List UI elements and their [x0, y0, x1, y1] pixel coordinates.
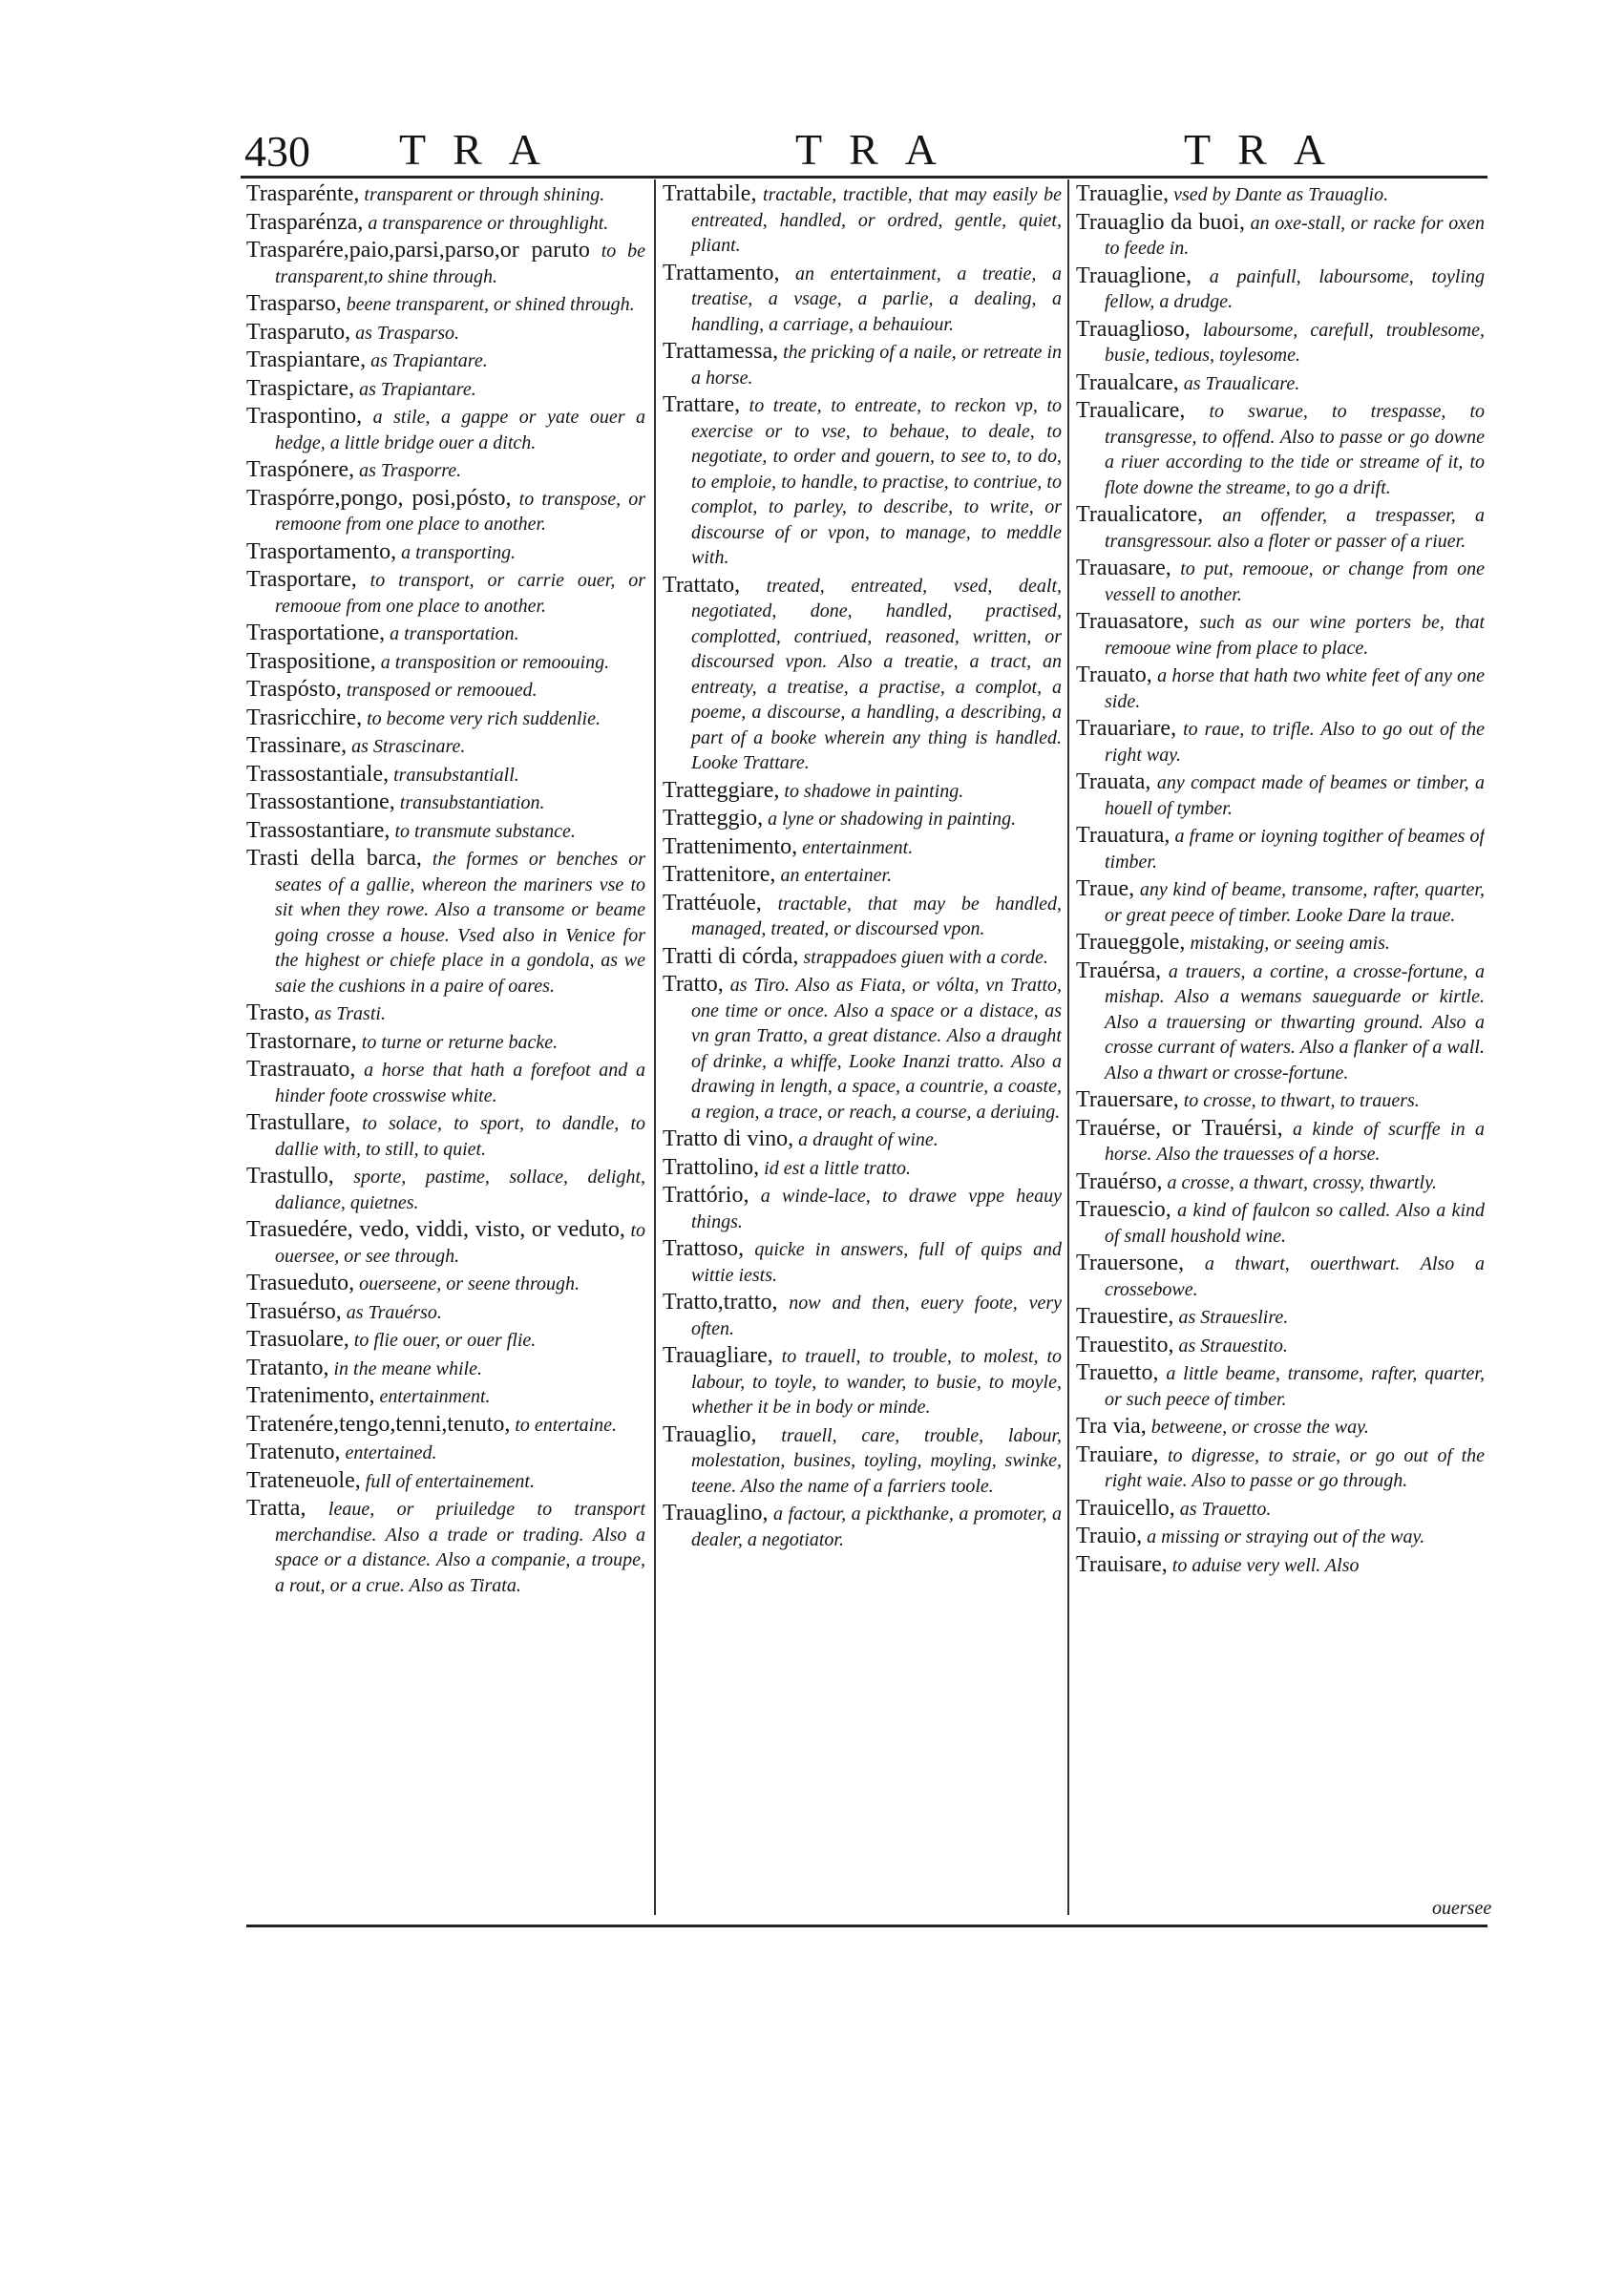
entry-headword: Trasportare, [246, 567, 357, 592]
entry-definition: a lyne or shadowing in painting. [768, 809, 1017, 830]
entry-definition: as Traualicare. [1183, 372, 1300, 394]
dictionary-entry [1076, 930, 1485, 957]
entry-headword: Trattenimento, [663, 833, 798, 859]
dictionary-entry [1076, 663, 1485, 714]
entry-headword: Trassostantiare, [246, 817, 390, 843]
entry-headword: Trassinare, [246, 733, 348, 758]
dictionary-entry [246, 762, 645, 789]
entry-headword: Trauata, [1076, 769, 1151, 794]
entry-definition: as Strauestito. [1178, 1335, 1288, 1357]
dictionary-entry [1076, 1442, 1485, 1494]
dictionary-entry [246, 1110, 645, 1162]
entry-headword: Trassostantiale, [246, 761, 390, 787]
page-number: 430 [244, 127, 310, 176]
dictionary-entry [246, 181, 645, 208]
entry-definition: id est a little tratto. [764, 1157, 912, 1179]
dictionary-entry [246, 1440, 645, 1466]
dictionary-entry [663, 1155, 1062, 1182]
entry-headword: Trattamessa, [663, 339, 779, 364]
entry-definition: leaue, or priuiledge to transport merchandise. Also a trade or trading. Also a space or a distance. Also a companie, a troupe, a rout, or a crue. Also as Tirata. [275, 1499, 645, 1596]
entry-headword: Trasti della barca, [246, 846, 422, 871]
entry-headword: Trauestire, [1076, 1304, 1174, 1329]
entry-headword: Trasparénte, [246, 181, 360, 206]
entry-definition: to raue, to trifle. Also to go out of the right way. [1105, 719, 1485, 766]
entry-headword: Trauetto, [1076, 1360, 1159, 1385]
entry-definition: a frame or ioyning togither of beames of timber. [1105, 826, 1485, 873]
dictionary-entry [1076, 1524, 1485, 1550]
entry-headword: Trauio, [1076, 1524, 1143, 1548]
entry-headword: Trattare, [663, 392, 741, 417]
entry-headword: Trasportamento, [246, 538, 397, 564]
entry-headword: Tratti di córda, [663, 943, 799, 969]
entry-headword: Tratanto, [246, 1355, 329, 1380]
dictionary-entry [246, 210, 645, 237]
entry-headword: Trauersare, [1076, 1087, 1179, 1112]
column-middle [663, 181, 1062, 1919]
entry-headword: Trasparénza, [246, 209, 364, 235]
entry-headword: Trasparuto, [246, 319, 351, 345]
entry-definition: as Trapiantare. [370, 350, 488, 371]
dictionary-entry [246, 1029, 645, 1056]
entry-definition: a horse that hath a forefoot and a hinder foote crosswise white. [275, 1060, 645, 1106]
entry-headword: Trauaglio da buoi, [1076, 209, 1246, 235]
entry-definition: as Trapiantare. [359, 378, 476, 400]
entry-headword: Trauérse, or Trauérsi, [1076, 1115, 1283, 1141]
entry-definition: to shadowe in painting. [784, 780, 964, 802]
entry-definition: a factour, a pickthanke, a promoter, a dealer, a negotiator. [691, 1504, 1062, 1550]
entry-definition: laboursome, carefull, troublesome, busie, tedious, toylesome. [1105, 319, 1485, 366]
entry-headword: Trauaglie, [1076, 181, 1170, 206]
entry-headword: Trauaglio, [663, 1421, 757, 1447]
entry-headword: Trattamento, [663, 260, 780, 285]
dictionary-entry [663, 862, 1062, 889]
entry-definition: to be transparent,to shine through. [275, 241, 645, 287]
dictionary-entry [663, 778, 1062, 805]
entry-definition: to solace, to sport, to dandle, to dallie with, to still, to quiet. [275, 1113, 645, 1160]
dictionary-entry [663, 972, 1062, 1125]
dictionary-entry [663, 1126, 1062, 1153]
entry-headword: Traspósto, [246, 677, 342, 702]
dictionary-entry [1076, 1552, 1485, 1579]
entry-definition: any kind of beame, transome, rafter, quarter, or great peece of timber. Looke Dare la traue. [1105, 879, 1485, 926]
entry-definition: to turne or returne backe. [361, 1031, 559, 1053]
entry-headword: Trauiare, [1076, 1441, 1159, 1467]
entry-definition: in the meane while. [333, 1357, 482, 1379]
entry-definition: as Trasparso. [355, 322, 460, 344]
dictionary-entry [1076, 502, 1485, 554]
entry-headword: Trattoso, [663, 1236, 745, 1261]
column-divider [654, 179, 656, 1915]
dictionary-entry [1076, 1414, 1485, 1441]
entry-headword: Trattabile, [663, 181, 757, 206]
entry-definition: to become very rich suddenlie. [367, 707, 601, 729]
entry-definition: treated, entreated, vsed, dealt, negotiated, done, handled, practised, complotted, contriued, reasoned, written, or discoursed vpon. Also a treatie, a tract, an entreaty, a treatise, a practise, a complot, a poeme, a discourse, a handling, a describing, a part of a booke wherein any thing is handled. Looke Trattare. [691, 575, 1062, 773]
dictionary-entry [1076, 370, 1485, 397]
entry-headword: Tratto di vino, [663, 1126, 794, 1151]
page-header [237, 124, 1487, 177]
dictionary-entry [663, 1236, 1062, 1288]
dictionary-entry [246, 1383, 645, 1410]
entry-headword: Trauato, [1076, 663, 1152, 687]
entry-definition: as Trauérso. [346, 1301, 442, 1323]
entry-headword: Trattolino, [663, 1154, 760, 1180]
dictionary-entry [246, 539, 645, 566]
entry-definition: as Tiro. Also as Fiata, or vólta, vn Tratto, one time or once. Also a space or a distace, as vn gran Tratto, a great distance. Also a draught of drinke, a whiffe, Looke Inanzi tratto. Also a drawing in length, a space, a countrie, a coaste, a region, a trace, or reach, a course, a deriuing. [691, 975, 1062, 1123]
entry-headword: Trastrauato, [246, 1057, 356, 1082]
entry-definition: to transport, or carrie ouer, or remooue from one place to another. [275, 570, 645, 617]
dictionary-entry [1076, 1360, 1485, 1412]
entry-headword: Tratenuto, [246, 1440, 341, 1464]
dictionary-entry [1076, 823, 1485, 874]
entry-definition: to trauell, to trouble, to molest, to labour, to toyle, to wander, to busie, to moyle, whether it be in body or minde. [691, 1346, 1062, 1418]
dictionary-entry [1076, 1169, 1485, 1196]
entry-definition: as Trauetto. [1179, 1498, 1272, 1520]
entry-headword: Trasueduto, [246, 1271, 355, 1295]
entry-definition: any compact made of beames or timber, a houell of tymber. [1105, 772, 1485, 819]
entry-headword: Tratenimento, [246, 1383, 375, 1408]
entry-headword: Trasuedére, vedo, viddi, visto, or veduto, [246, 1217, 625, 1242]
entry-headword: Trauagliare, [663, 1343, 773, 1368]
entry-definition: a transparence or throughlight. [368, 212, 609, 234]
dictionary-entry [663, 1343, 1062, 1420]
entry-definition: a stile, a gappe or yate ouer a hedge, a little bridge ouer a ditch. [275, 407, 645, 453]
running-head-center: TRA [795, 125, 963, 174]
entry-definition: an oxe-stall, or racke for oxen to feede in. [1105, 212, 1485, 259]
entry-definition: the formes or benches or seates of a gallie, whereon the mariners vse to sit when they rowe. Also a transome or beame going crosse a house. Vsed also in Venice for the highest or chiefe place in a gondola, as we saie the cushions in a paire of oares. [275, 849, 645, 997]
entry-headword: Tra via, [1076, 1414, 1147, 1439]
catchword: ouersee [1432, 1898, 1492, 1919]
entry-definition: a thwart, ouerthwart. Also a crossebowe. [1105, 1253, 1485, 1300]
dictionary-entry [1076, 210, 1485, 262]
entry-definition: to crosse, to thwart, to trauers. [1183, 1090, 1420, 1111]
entry-headword: Trauisare, [1076, 1551, 1168, 1577]
entry-definition: as Strascinare. [351, 736, 466, 757]
entry-headword: Traue, [1076, 876, 1135, 901]
entry-definition: a kinde of scurffe in a horse. Also the trauesses of a horse. [1105, 1118, 1485, 1165]
entry-definition: as Straueslire. [1178, 1307, 1289, 1328]
entry-headword: Traspositione, [246, 648, 376, 674]
entry-definition: a kind of faulcon so called. Also a kind of small houshold wine. [1105, 1200, 1485, 1247]
dictionary-entry [246, 376, 645, 403]
dictionary-entry [246, 1057, 645, 1108]
entry-headword: Trattéuole, [663, 890, 762, 915]
entry-definition: a draught of wine. [798, 1129, 939, 1150]
dictionary-entry [1076, 716, 1485, 768]
entry-headword: Trauasatore, [1076, 609, 1190, 634]
entry-headword: Traualicatore, [1076, 502, 1204, 527]
entry-definition: entertained. [345, 1442, 437, 1463]
entry-definition: now and then, euery foote, very often. [691, 1293, 1062, 1339]
dictionary-entry [246, 789, 645, 816]
dictionary-entry [663, 1183, 1062, 1234]
dictionary-entry [663, 181, 1062, 259]
entry-definition: entertainment. [379, 1386, 491, 1407]
column-right [1076, 181, 1485, 1919]
entry-definition: a painfull, laboursome, toyling fellow, a drudge. [1105, 265, 1485, 312]
dictionary-entry [246, 486, 645, 537]
dictionary-entry [1076, 263, 1485, 315]
entry-definition: transubstantiation. [399, 792, 545, 813]
dictionary-entry [246, 1271, 645, 1297]
dictionary-entry [663, 261, 1062, 338]
dictionary-entry [663, 891, 1062, 942]
entry-definition: tractable, tractible, that may easily be entreated, handled, or ordred, gentle, quiet, pliant. [691, 184, 1062, 256]
entry-headword: Trasparére,paio,parsi,parso,or paruto [246, 238, 590, 263]
footer-rule [246, 1925, 1487, 1927]
dictionary-entry [663, 339, 1062, 390]
dictionary-entry [1076, 398, 1485, 500]
entry-definition: a missing or straying out of the way. [1147, 1526, 1425, 1547]
dictionary-entry [246, 404, 645, 455]
entry-headword: Tratto, [663, 972, 724, 997]
entry-headword: Trauescio, [1076, 1197, 1171, 1222]
entry-headword: Trassostantione, [246, 789, 395, 814]
entry-headword: Trastornare, [246, 1028, 357, 1054]
entry-headword: Tratto,tratto, [663, 1290, 778, 1315]
entry-headword: Trauatura, [1076, 823, 1171, 848]
dictionary-entry [1076, 769, 1485, 821]
entry-headword: Traspórre,pongo, posi,pósto, [246, 485, 512, 511]
entry-headword: Traueggole, [1076, 930, 1186, 955]
entry-headword: Trasricchire, [246, 705, 363, 730]
entry-definition: a crosse, a thwart, crossy, thwartly. [1167, 1171, 1437, 1193]
entry-headword: Trauérso, [1076, 1168, 1163, 1194]
entry-definition: full of entertainement. [365, 1470, 535, 1492]
entry-headword: Trauaglioso, [1076, 316, 1191, 342]
column-left [246, 181, 645, 1919]
dictionary-entry [1076, 1333, 1485, 1359]
entry-definition: transubstantiall. [393, 764, 519, 786]
entry-definition: a trauers, a cortine, a crosse-fortune, a mishap. Also a wemans saueguarde or kirtle. Also a trauersing or thwarting ground. Also a crosse currant of waters. Also a flanker of a wall. Also a thwart or crosse-fortune. [1105, 960, 1485, 1083]
dictionary-entry [1076, 1197, 1485, 1249]
dictionary-entry [246, 1468, 645, 1495]
running-head-right: TRA [1184, 125, 1352, 174]
entry-definition: entertainment. [802, 836, 914, 858]
entry-definition: strappadoes giuen with a corde. [803, 946, 1048, 968]
entry-definition: to transpose, or remoone from one place to another. [275, 488, 645, 535]
dictionary-entry [663, 1290, 1062, 1341]
dictionary-entry [246, 1356, 645, 1382]
entry-definition: an entertainment, a treatie, a treatise, a vsage, a parlie, a dealing, a handling, a carriage, a behauiour. [691, 263, 1062, 335]
entry-definition: an entertainer. [780, 865, 893, 886]
dictionary-entry [1076, 1251, 1485, 1302]
entry-headword: Traspontino, [246, 404, 363, 429]
entry-headword: Trateneuole, [246, 1467, 361, 1493]
dictionary-entry [663, 1422, 1062, 1500]
dictionary-entry [246, 567, 645, 619]
running-head-left: TRA [399, 125, 567, 174]
dictionary-entry [246, 320, 645, 347]
dictionary-entry [1076, 317, 1485, 368]
dictionary-entry [1076, 1496, 1485, 1523]
entry-definition: betweene, or crosse the way. [1150, 1417, 1369, 1438]
entry-definition: to put, remooue, or change from one vessell to another. [1105, 558, 1485, 605]
entry-headword: Tratenére,tengo,tenni,tenuto, [246, 1411, 511, 1437]
dictionary-entry [246, 1412, 645, 1439]
dictionary-entry [663, 834, 1062, 861]
dictionary-entry [246, 705, 645, 732]
dictionary-entry [246, 1000, 645, 1027]
dictionary-entry [246, 347, 645, 374]
dictionary-entry [1076, 181, 1485, 208]
dictionary-entry [1076, 1087, 1485, 1114]
entry-headword: Trasuérso, [246, 1298, 342, 1324]
entry-definition: sporte, pastime, sollace, delight, daliance, quietnes. [275, 1167, 645, 1213]
dictionary-entry [1076, 1116, 1485, 1168]
dictionary-entry [663, 944, 1062, 971]
entry-headword: Trattato, [663, 572, 741, 598]
entry-headword: Trauasare, [1076, 556, 1171, 580]
dictionary-entry [1076, 1304, 1485, 1331]
entry-definition: a transposition or remoouing. [380, 651, 610, 673]
entry-definition: as Trasti. [314, 1003, 386, 1024]
dictionary-entry [246, 818, 645, 845]
entry-definition: a transporting. [401, 541, 517, 563]
dictionary-entry [1076, 609, 1485, 661]
entry-headword: Trattório, [663, 1183, 749, 1208]
dictionary-entry [663, 392, 1062, 571]
entry-definition: ouerseene, or seene through. [359, 1273, 580, 1294]
entry-headword: Trastullo, [246, 1164, 334, 1189]
column-divider [1067, 179, 1069, 1915]
entry-headword: Trauaglino, [663, 1501, 769, 1525]
entry-definition: transposed or remooued. [346, 680, 538, 701]
entry-definition: a horse that hath two white feet of any one side. [1105, 665, 1485, 712]
dictionary-entry [246, 733, 645, 760]
dictionary-entry [246, 1327, 645, 1354]
entry-headword: Trasto, [246, 1000, 310, 1025]
dictionary-entry [246, 621, 645, 647]
entry-headword: Trauersone, [1076, 1251, 1185, 1275]
entry-definition: vsed by Dante as Trauaglio. [1173, 184, 1389, 205]
entry-definition: trauell, care, trouble, labour, molestation, busines, toyling, moyling, swinke, teene. Also the name of a farriers toole. [691, 1424, 1062, 1497]
dictionary-entry [246, 238, 645, 289]
entry-headword: Trasparso, [246, 291, 342, 316]
header-rule [241, 176, 1487, 179]
dictionary-entry [663, 573, 1062, 776]
entry-headword: Trattenitore, [663, 862, 776, 887]
entry-definition: transparent or through shining. [364, 184, 605, 205]
entry-headword: Trasuolare, [246, 1327, 349, 1352]
entry-definition: to flie ouer, or ouer flie. [353, 1330, 537, 1351]
entry-headword: Traspiantare, [246, 347, 367, 372]
entry-headword: Trauicello, [1076, 1495, 1175, 1521]
dictionary-entry [246, 846, 645, 999]
entry-definition: tractable, that may be handled, managed, treated, or discoursed vpon. [691, 893, 1062, 939]
entry-definition: to digresse, to straie, or go out of the right waie. Also to passe or go through. [1105, 1444, 1485, 1491]
dictionary-entry [246, 1299, 645, 1326]
entry-definition: to entertaine. [515, 1414, 618, 1436]
dictionary-entry [663, 806, 1062, 832]
entry-definition: to treate, to entreate, to reckon vp, to exercise or to vse, to behaue, to deale, to negotiate, to order and gouern, to see to, to do, to emploie, to handle, to practise, to contriue, to complot, to parley, to describe, to write, or discourse of or vpon, to manage, to meddle with. [691, 395, 1062, 568]
dictionary-entry [1076, 876, 1485, 928]
entry-headword: Tratteggiare, [663, 777, 780, 803]
entry-definition: to transmute substance. [394, 820, 576, 842]
entry-headword: Trauérsa, [1076, 957, 1162, 983]
dictionary-entry [246, 677, 645, 704]
entry-headword: Trastullare, [246, 1110, 351, 1135]
entry-definition: beene transparent, or shined through. [346, 294, 635, 315]
entry-definition: as Trasporre. [359, 460, 462, 481]
entry-definition: mistaking, or seeing amis. [1190, 933, 1390, 954]
entry-definition: a little beame, transome, rafter, quarter, or such peece of timber. [1105, 1363, 1485, 1410]
dictionary-entry [246, 1217, 645, 1269]
dictionary-entry [663, 1501, 1062, 1552]
entry-headword: Trasportatione, [246, 621, 386, 645]
entry-definition: an offender, a trespasser, a transgressour. also a floter or passer of a riuer. [1105, 505, 1485, 552]
entry-headword: Tratteggio, [663, 806, 764, 831]
entry-definition: to aduise very well. Also [1171, 1554, 1360, 1576]
entry-definition: to ouersee, or see through. [275, 1220, 645, 1267]
entry-headword: Traspónere, [246, 457, 355, 482]
entry-definition: such as our wine porters be, that remooue wine from place to place. [1105, 612, 1485, 659]
entry-headword: Trauariare, [1076, 716, 1177, 741]
entry-definition: a winde-lace, to drawe vppe heauy things. [691, 1186, 1062, 1232]
entry-definition: the pricking of a naile, or retreate in a horse. [691, 342, 1062, 389]
dictionary-entry [246, 1164, 645, 1215]
dictionary-entry [1076, 556, 1485, 607]
entry-definition: to swarue, to trespasse, to transgresse, to offend. Also to passe or go downe a riuer according to the tide or streame of it, to flote downe the streame, to go a drift. [1105, 401, 1485, 498]
dictionary-entry [246, 457, 645, 484]
entry-definition: a transportation. [390, 623, 519, 644]
dictionary-entry [246, 1496, 645, 1598]
entry-headword: Traspictare, [246, 375, 355, 401]
entry-definition: quicke in answers, full of quips and wittie iests. [691, 1239, 1062, 1286]
dictionary-entry [1076, 958, 1485, 1086]
dictionary-entry [246, 649, 645, 676]
entry-headword: Trauaglione, [1076, 263, 1192, 288]
entry-headword: Trauestito, [1076, 1332, 1174, 1357]
dictionary-entry [246, 291, 645, 318]
entry-headword: Traualcare, [1076, 369, 1179, 395]
entry-headword: Tratta, [246, 1496, 306, 1521]
entry-headword: Traualicare, [1076, 398, 1186, 423]
